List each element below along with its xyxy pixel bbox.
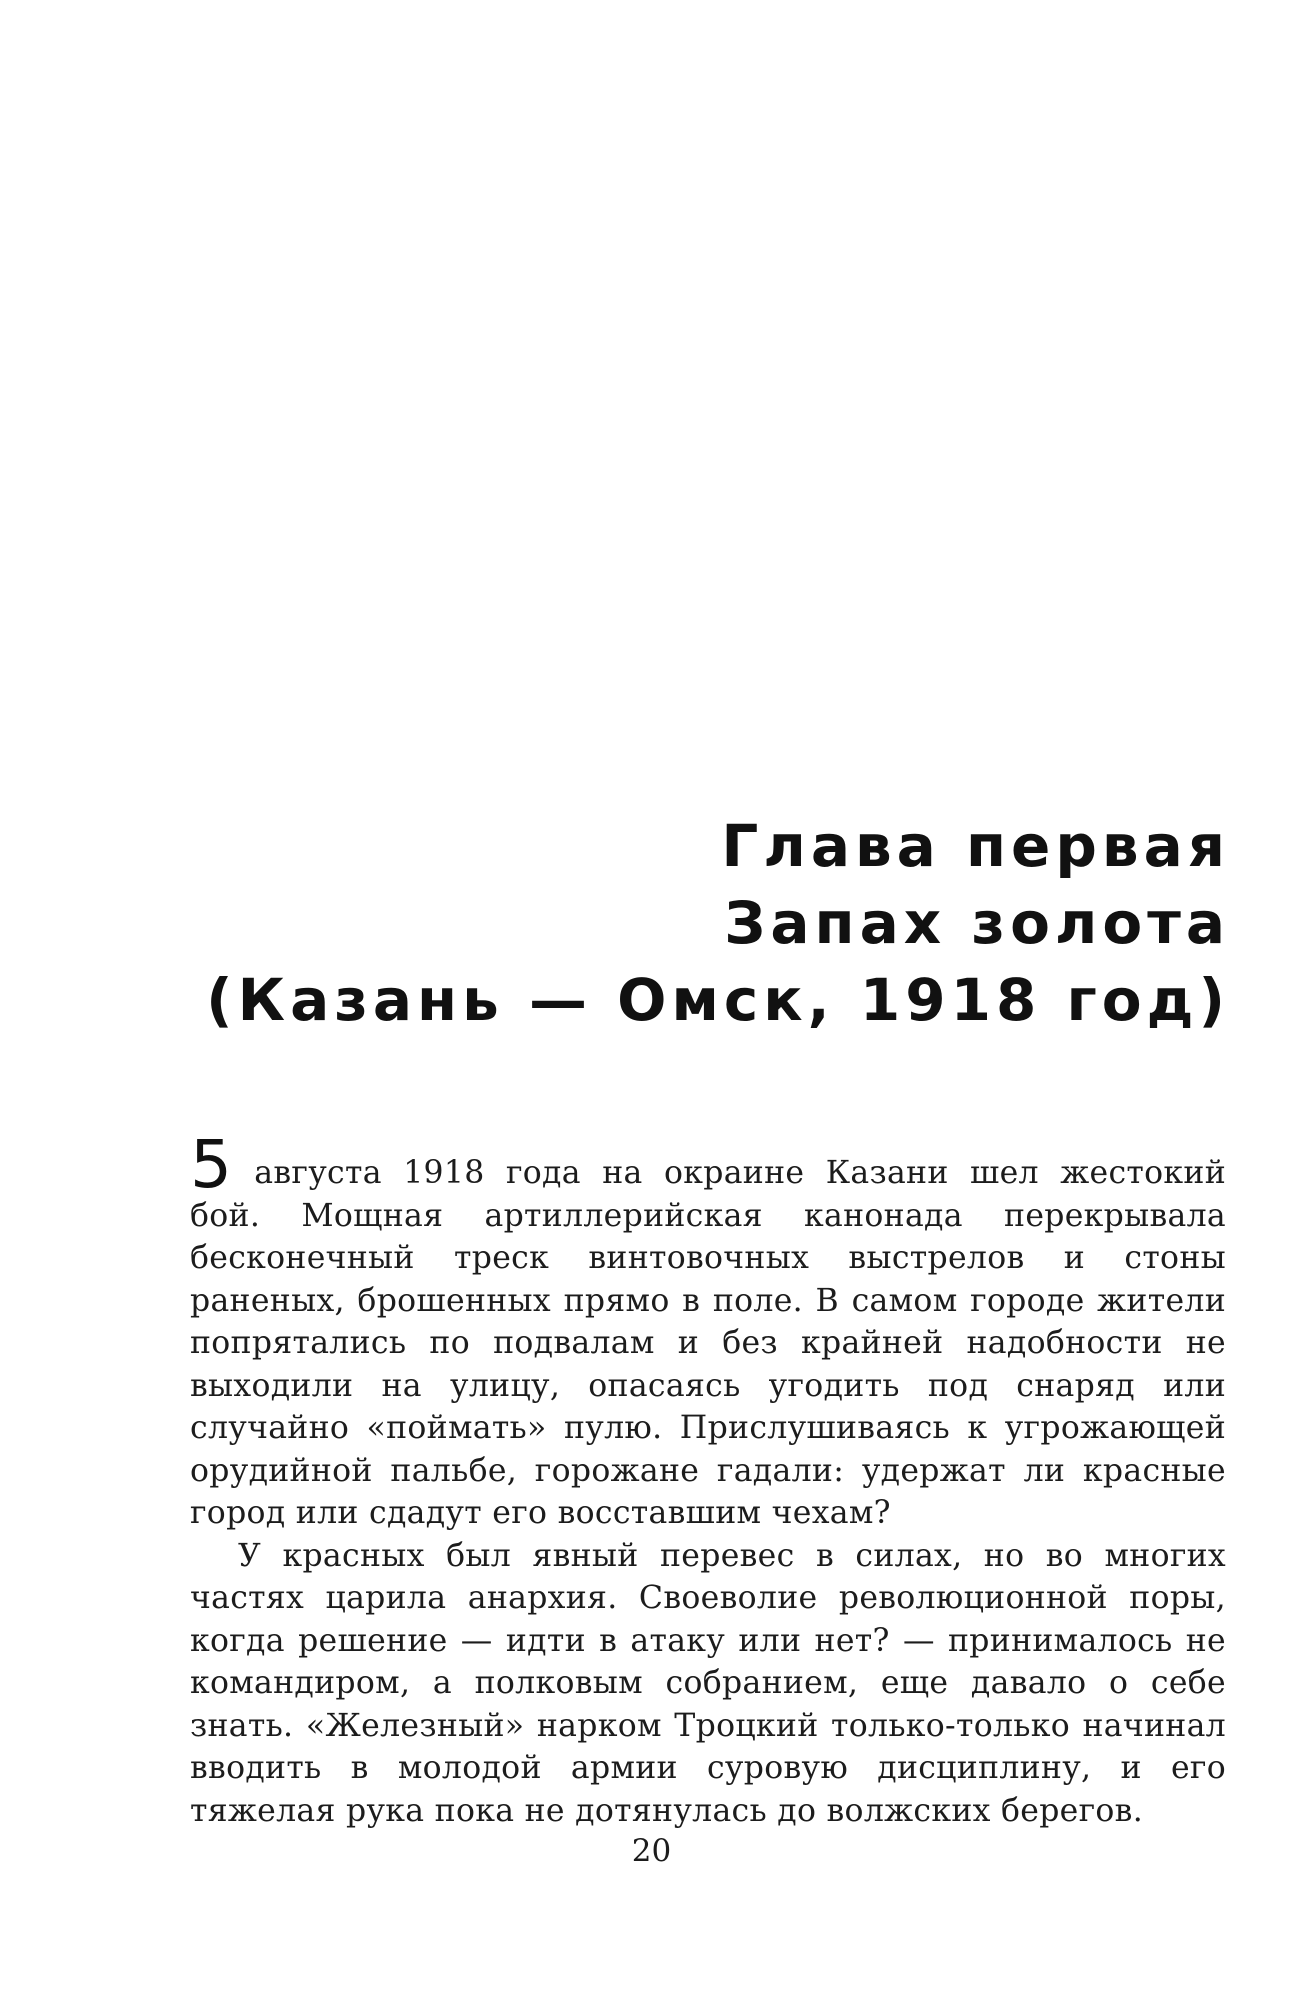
body-text [190,1126,1226,1832]
page-number: 20 [631,1833,672,1869]
paragraph [190,1126,1226,1535]
chapter-subtitle: (Казань — Омск, 1918 год) [206,966,1230,1034]
chapter-heading [180,808,1230,1039]
paragraph: У красных был явный перевес в силах, но во многих частях царила анархия. Своеволие революционной поры, когда решение — идти в атаку или нет? — принималось не командиром, а полковым собранием, еще давало о себе знать. «Железный» нарком Троцкий только-только начинал вводить в молодой армии суровую дисциплину, и его тяжелая рука пока не дотянулась до волжских берегов. [190,1537,1226,1829]
paragraph-text: августа 1918 года на окраине Казани шел жестокий бой. Мощная артиллерийская канонада перекрывала бесконечный треск винтовочных выстрелов и стоны раненых, брошенных прямо в поле. В самом городе жители попрятались по подвалам и без крайней надобности не выходили на улицу, опасаясь угодить под снаряд или случайно «поймать» пулю. Прислушиваясь к угрожающей орудийной пальбе, горожане гадали: удержат ли красные город или сдадут его восставшим чехам? [190,1155,1226,1531]
chapter-title: Запах золота [724,889,1230,957]
initial-numeral: 5 [190,1126,233,1203]
chapter-number-title: Глава первая [721,812,1230,880]
